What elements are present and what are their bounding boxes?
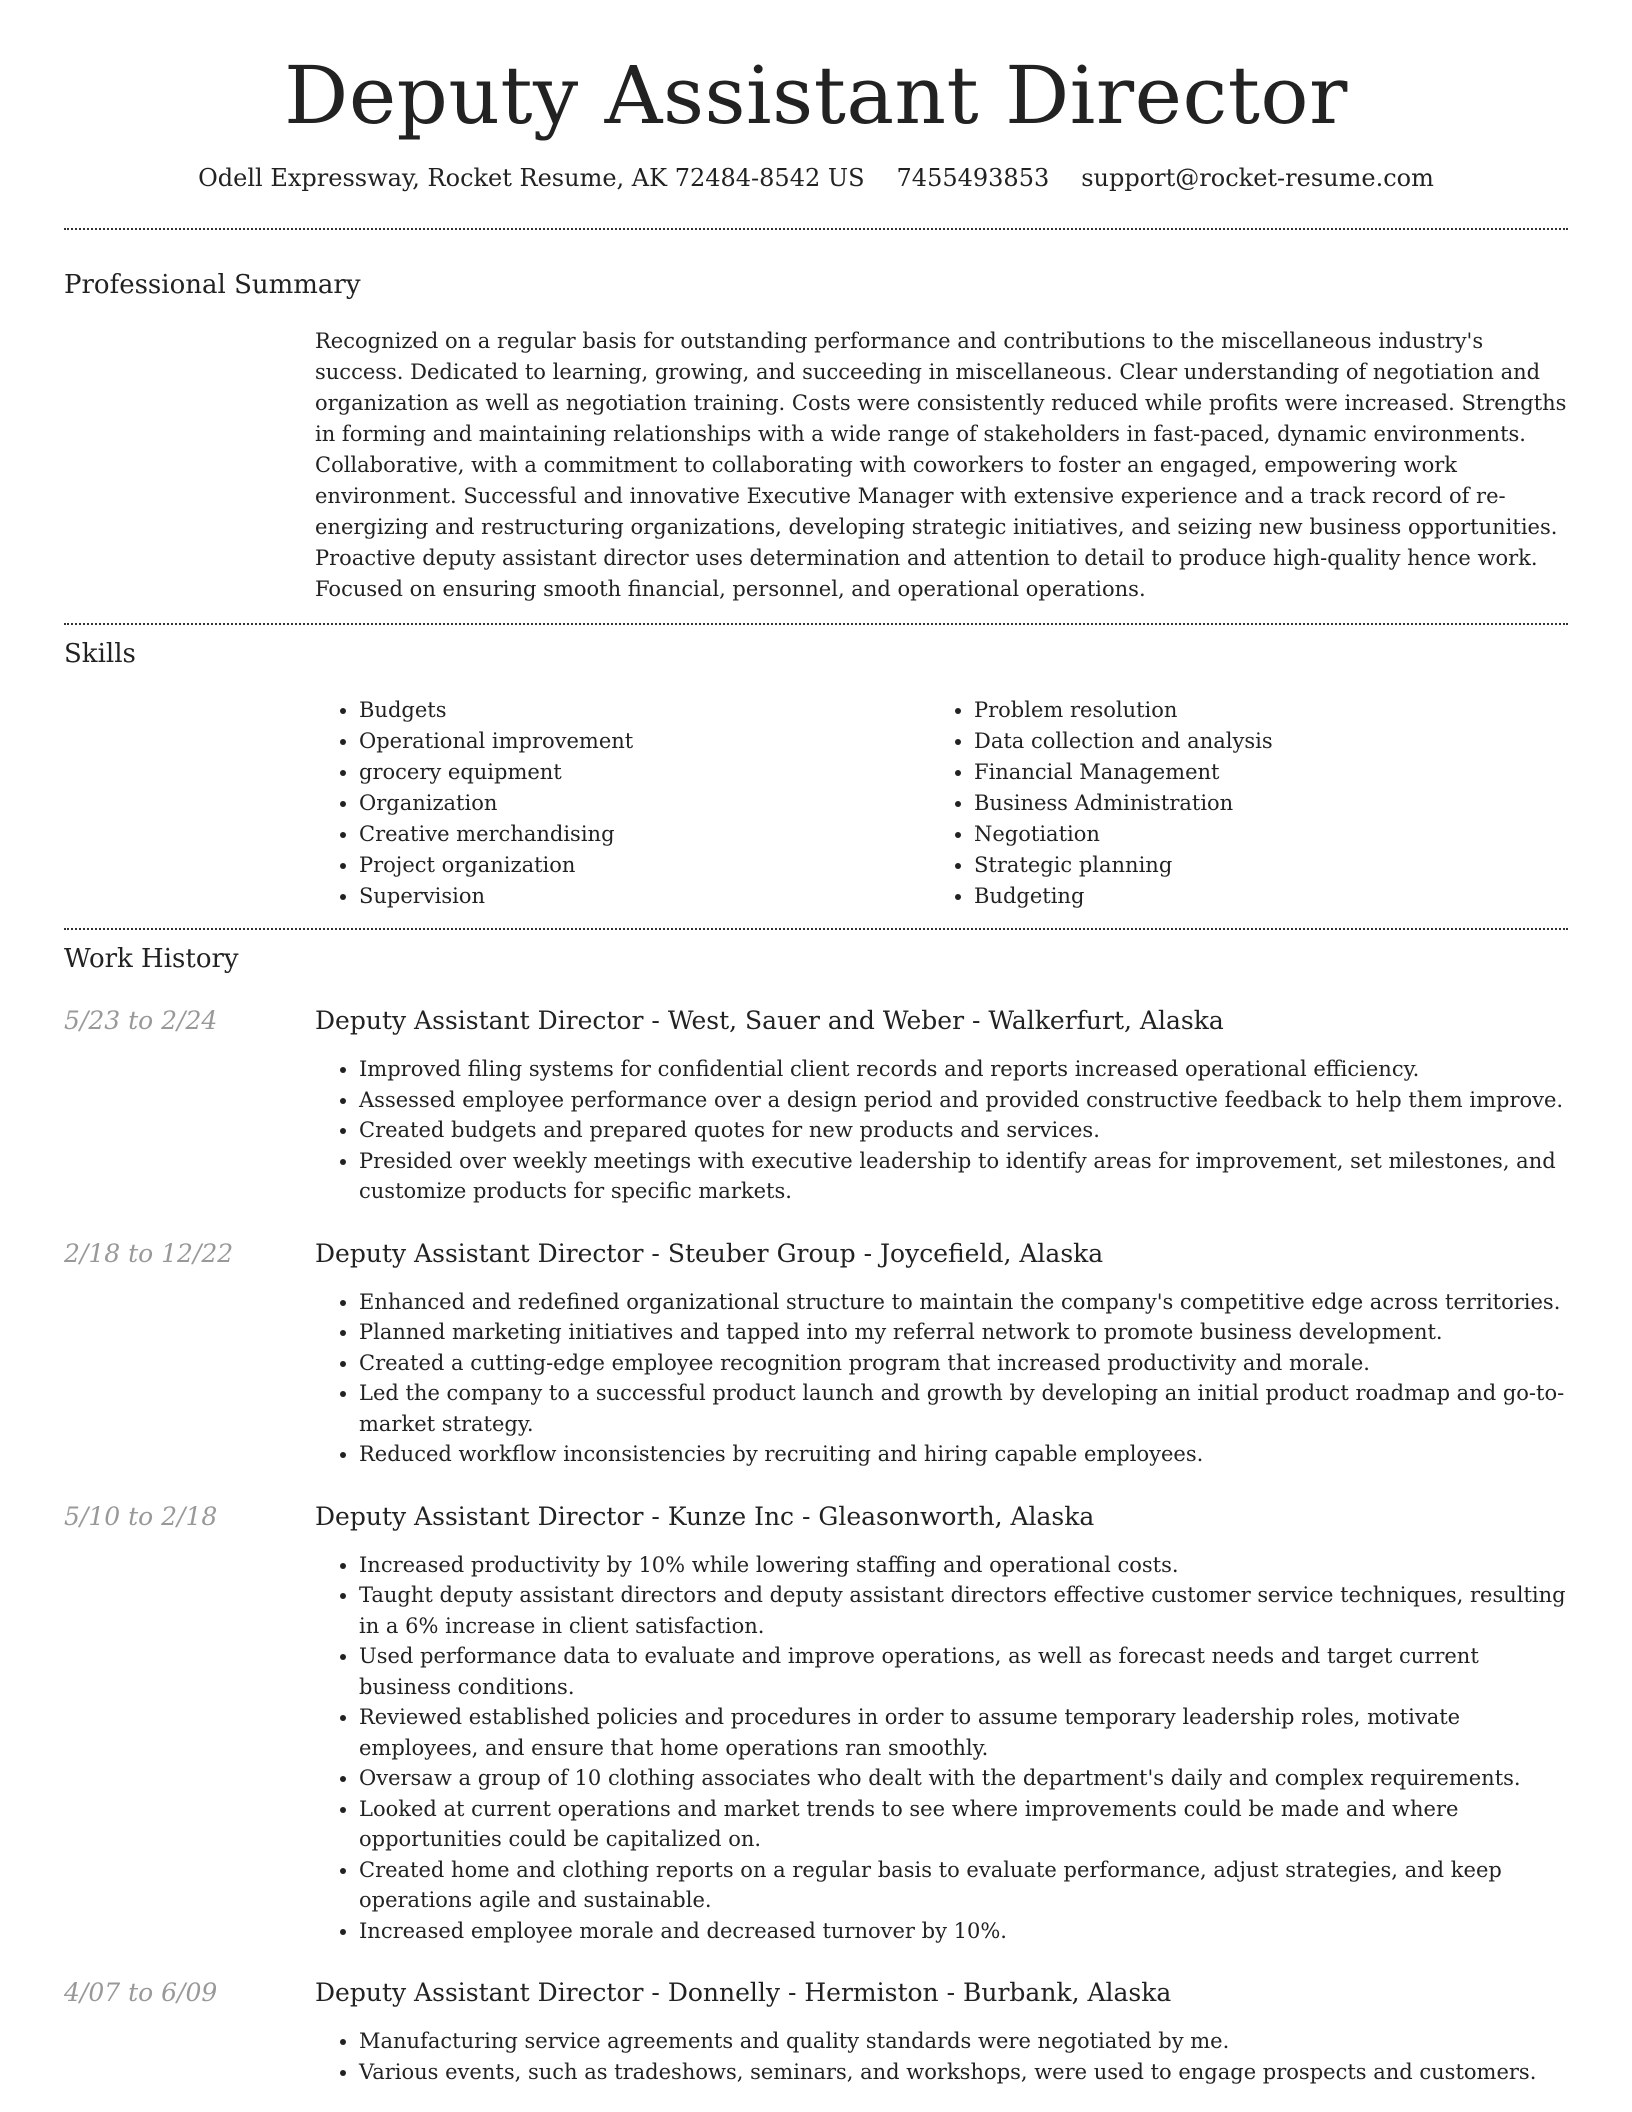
job-bullet: • Increased productivity by 10% while lowering staffing and operational costs. [359,1550,1568,1581]
job-bullet: • Created a cutting-edge employee recognition program that increased productivity and morale. [359,1348,1568,1379]
skill-item: • Financial Management [974,757,1545,788]
job-body [315,1976,1568,2087]
job-entry [64,1004,1568,1207]
job-bullet: • Created home and clothing reports on a regular basis to evaluate performance, adjust strategies, and keep operations agile and sustainable. [359,1855,1568,1916]
header-divider [64,228,1568,230]
candidate-name: Deputy Assistant Director [284,49,1348,142]
skills-title: Skills [64,639,136,669]
skill-item: • Budgets [359,695,930,726]
job-bullets [315,1054,1568,1207]
skills-grid [315,695,1568,912]
skill-item: • Negotiation [974,819,1545,850]
skill-item: • Organization [359,788,930,819]
summary-divider [64,623,1568,625]
job-bullet: • Enhanced and redefined organizational structure to maintain the company's competitive edge across territories. [359,1287,1568,1318]
job-header: Deputy Assistant Director - Kunze Inc - Gleasonworth, Alaska [315,1501,1095,1531]
job-entry [64,1500,1568,1947]
job-bullet: • Assessed employee performance over a design period and provided constructive feedback to help them improve. [359,1085,1568,1116]
job-entry [64,1237,1568,1470]
job-bullet: • Various events, such as tradeshows, seminars, and workshops, were used to engage prospects and customers. [359,2057,1568,2088]
job-bullet: • Oversaw a group of 10 clothing associates who dealt with the department's daily and complex requirements. [359,1763,1568,1794]
job-body [315,1004,1568,1207]
skill-item: • Data collection and analysis [974,726,1545,757]
skill-item: • Problem resolution [974,695,1545,726]
skills-divider [64,928,1568,930]
job-body [315,1237,1568,1470]
job-bullet: • Reviewed established policies and procedures in order to assume temporary leadership roles, motivate employees, and ensure that home operations ran smoothly. [359,1702,1568,1763]
job-bullet: • Planned marketing initiatives and tapped into my referral network to promote business development. [359,1317,1568,1348]
skills-column-right [930,695,1545,912]
job-header: Deputy Assistant Director - West, Sauer and Weber - Walkerfurt, Alaska [315,1006,1224,1035]
skill-item: • Business Administration [974,788,1545,819]
job-bullet: • Used performance data to evaluate and improve operations, as well as forecast needs and target current business conditions. [359,1641,1568,1702]
job-dates: 2/18 to 12/22 [64,1238,234,1268]
skill-item: • Strategic planning [974,850,1545,881]
job-bullet: • Taught deputy assistant directors and deputy assistant directors effective customer service techniques, resulting in a 6% increase in client satisfaction. [359,1580,1568,1641]
skill-item: • Budgeting [974,881,1545,912]
skill-item: • grocery equipment [359,757,930,788]
job-bullet: • Manufacturing service agreements and quality standards were negotiated by me. [359,2026,1568,2057]
job-body [315,1500,1568,1947]
skills-column-left [315,695,930,912]
job-entry [64,1976,1568,2087]
summary-title: Professional Summary [64,270,361,300]
job-dates: 5/23 to 2/24 [64,1006,218,1035]
summary-text: Recognized on a regular basis for outstanding performance and contributions to the miscellaneous industry's success. Dedicated to learning, growing, and succeeding in miscellaneous. Clear understanding of negotiation and organization as well as negotiation training. Costs were consistently reduced while profits were increased. Strengths in forming and maintaining relationships with a wide range of stakeholders in fast-paced, dynamic environments. Collaborative, with a commitment to collaborating with coworkers to foster an engaged, empowering work environment. Successful and innovative Executive Manager with extensive experience and a track record of re-energizing and restructuring organizations, developing strategic initiatives, and seizing new business opportunities. Proactive deputy assistant director uses determination and attention to detail to produce high-quality hence work. Focused on ensuring smooth financial, personnel, and operational operations. [315,329,1567,601]
job-bullet: • Improved filing systems for confidential client records and reports increased operational efficiency. [359,1054,1568,1085]
skill-item: • Supervision [359,881,930,912]
job-bullet: • Presided over weekly meetings with executive leadership to identify areas for improvement, set milestones, and customize products for specific markets. [359,1146,1568,1207]
skill-item: • Operational improvement [359,726,930,757]
job-bullets [315,2026,1568,2087]
job-bullet: • Looked at current operations and market trends to see where improvements could be made and where opportunities could be capitalized on. [359,1794,1568,1855]
job-bullet: • Created budgets and prepared quotes for new products and services. [359,1115,1568,1146]
contact-phone: 7455493853 [896,164,1050,192]
contact-email: support@rocket-resume.com [1081,164,1434,192]
skill-item: • Creative merchandising [359,819,930,850]
job-dates: 5/10 to 2/18 [64,1501,218,1531]
job-bullet: • Reduced workflow inconsistencies by recruiting and hiring capable employees. [359,1439,1568,1470]
work-history-title: Work History [64,944,239,974]
skill-item: • Project organization [359,850,930,881]
job-bullet: • Increased employee morale and decreased turnover by 10%. [359,1916,1568,1947]
job-bullets [315,1287,1568,1470]
job-bullets [315,1550,1568,1947]
contact-line [64,164,1568,192]
job-header: Deputy Assistant Director - Steuber Group - Joycefield, Alaska [315,1238,1104,1268]
job-header: Deputy Assistant Director - Donnelly - Hermiston - Burbank, Alaska [315,1978,1172,2007]
job-bullet: • Led the company to a successful product launch and growth by developing an initial product roadmap and go-to-market strategy. [359,1378,1568,1439]
job-dates: 4/07 to 6/09 [64,1978,218,2007]
contact-address: Odell Expressway, Rocket Resume, AK 72484-8542 US [198,164,865,192]
